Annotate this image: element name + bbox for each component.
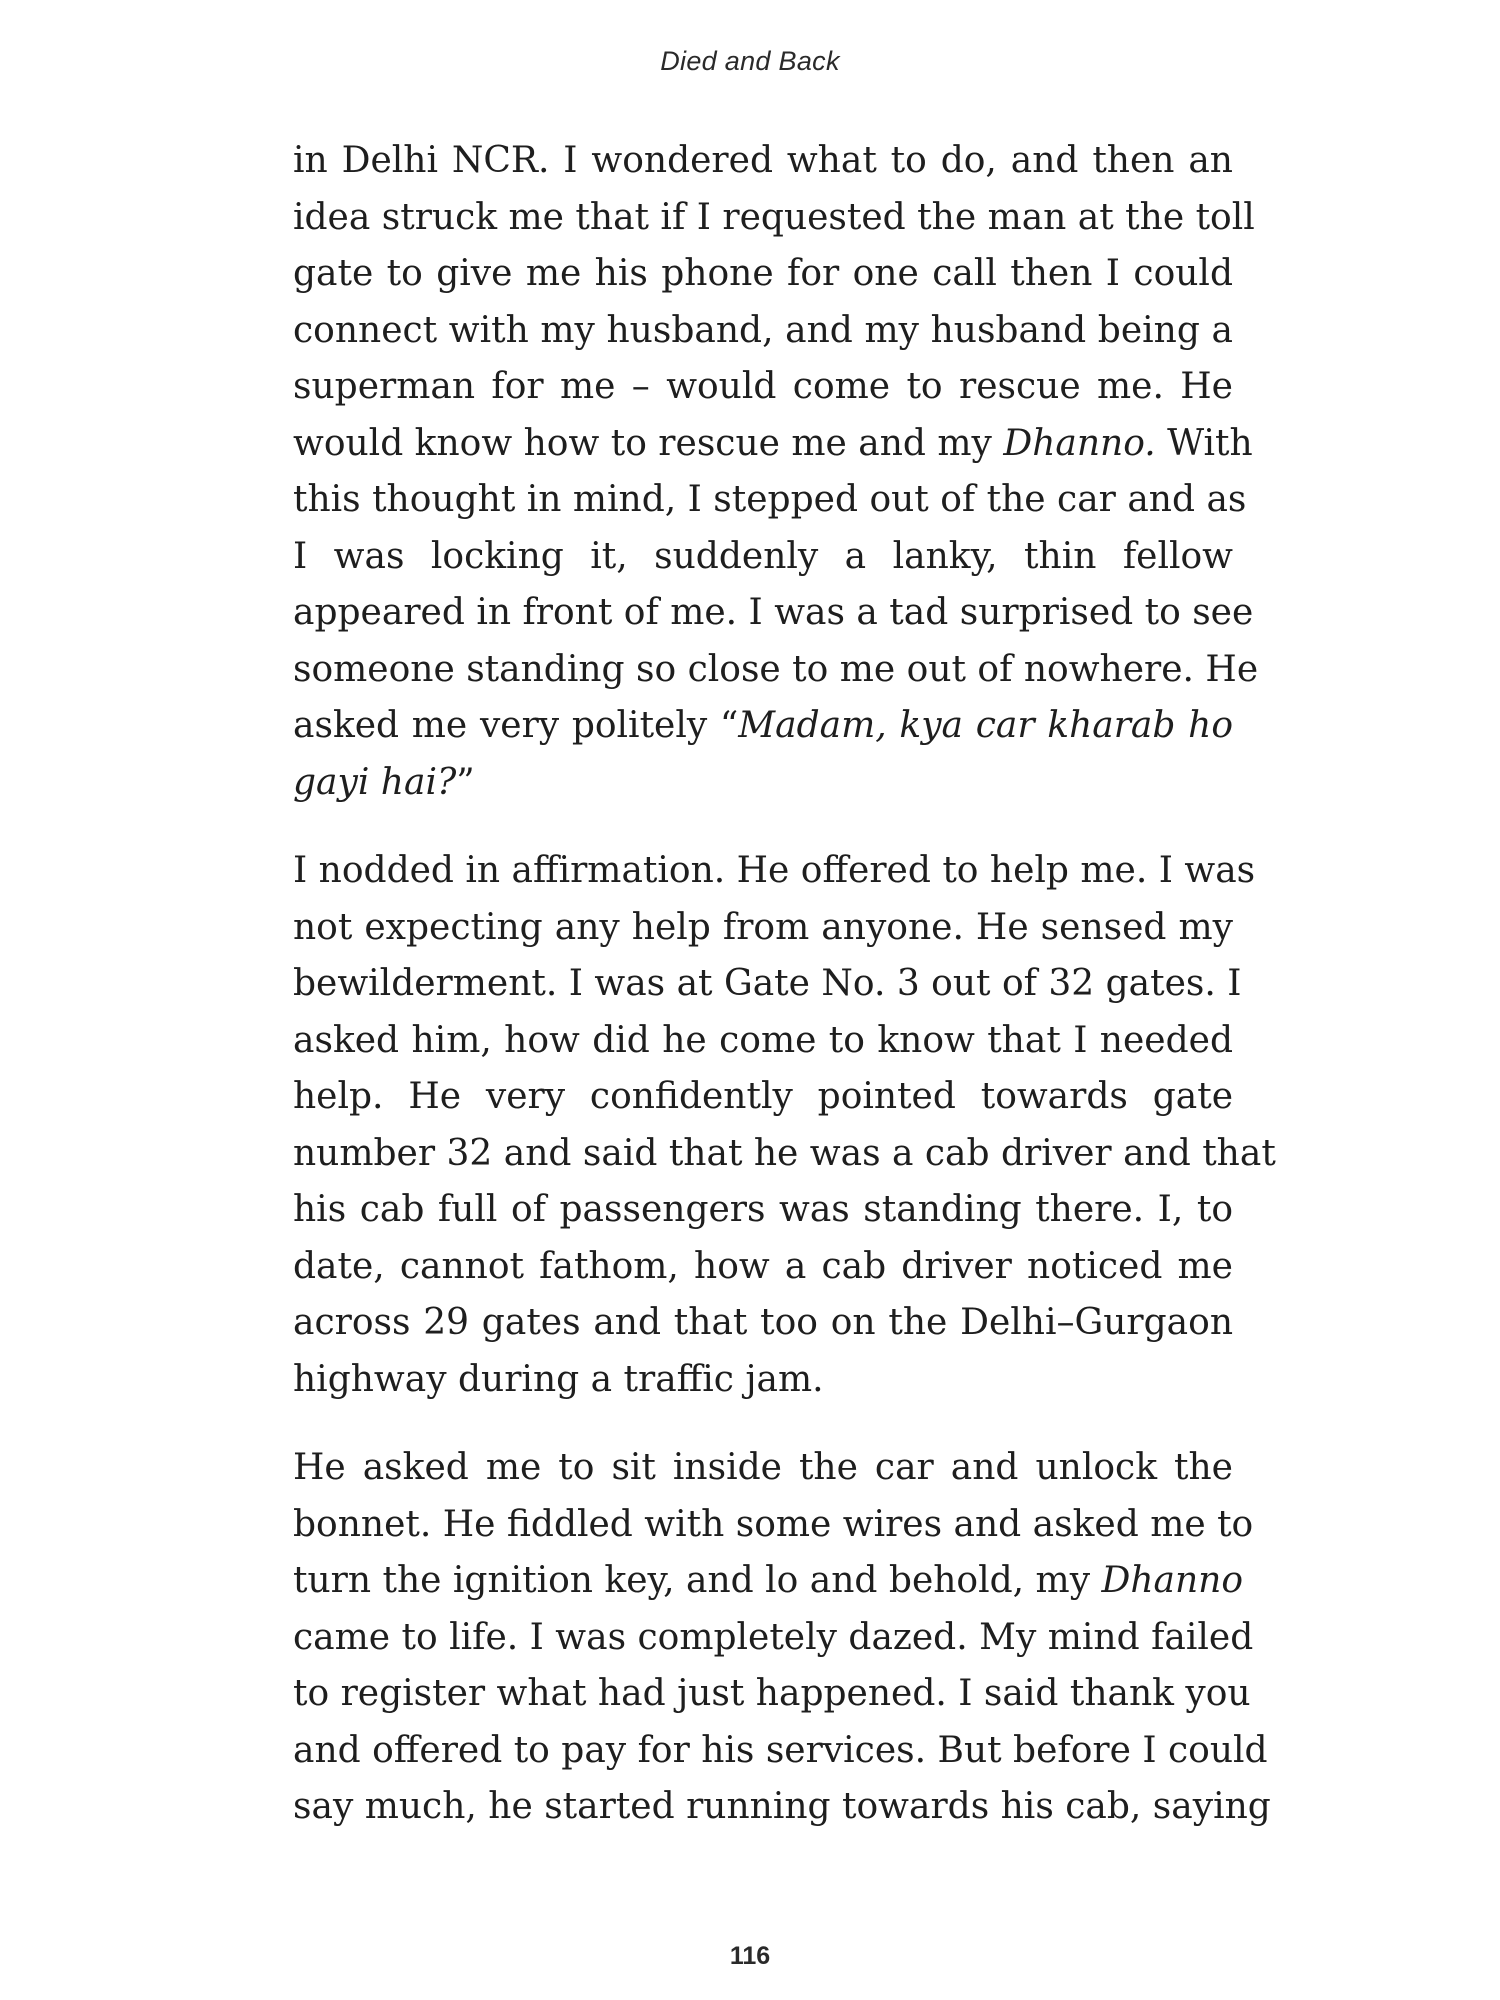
- text-run: ”: [456, 761, 475, 803]
- text-line: asked him, how did he come to know that I needed: [293, 1019, 1233, 1061]
- text-run: asked me very politely “: [293, 705, 739, 746]
- text-line: his cab full of passengers was standing there. I, to: [293, 1189, 1233, 1230]
- text-line: [293, 1553, 1244, 1610]
- text-line: say much, he started running towards his cab, saying: [293, 1786, 1271, 1827]
- paragraph: [293, 843, 1276, 1408]
- text-line: date, cannot fathom, how a cab driver noticed me: [293, 1245, 1233, 1287]
- text-line: to register what had just happened. I said thank you: [293, 1673, 1251, 1714]
- page-number: 116: [729, 1942, 771, 1970]
- text-line: someone standing so close to me out of nowhere. He: [293, 648, 1259, 690]
- text-line: connect with my husband, and my husband being a: [293, 309, 1233, 351]
- text-line: number 32 and said that he was a cab driver and that: [293, 1132, 1276, 1174]
- text-line: and offered to pay for his services. But before I could: [293, 1729, 1268, 1771]
- text-line: not expecting any help from anyone. He sensed my: [293, 906, 1233, 948]
- running-head-title: Died and Back: [660, 46, 840, 76]
- text-run: With: [1155, 422, 1253, 464]
- text-line: [293, 416, 1253, 473]
- text-line: across 29 gates and that too on the Delhi–Gurgaon: [293, 1302, 1233, 1343]
- italic-text-run: Dhanno: [1101, 1560, 1244, 1601]
- text-line: I nodded in affirmation. He offered to help me. I was: [293, 850, 1256, 891]
- italic-text-run: Madam, kya car kharab ho: [738, 705, 1233, 746]
- text-line: highway during a traffic jam.: [293, 1358, 824, 1400]
- text-line: this thought in mind, I stepped out of the car and as: [293, 479, 1247, 520]
- italic-text-run: gayi hai?: [293, 761, 457, 803]
- text-line: idea struck me that if I requested the man at the toll: [293, 196, 1255, 238]
- text-line: in Delhi NCR. I wondered what to do, and then an: [293, 140, 1233, 181]
- text-line: [293, 755, 1233, 812]
- text-run: would know how to rescue me and my: [293, 422, 1004, 464]
- text-line: superman for me – would come to rescue me. He: [293, 366, 1233, 407]
- text-line: bonnet. He fiddled with some wires and asked me to: [293, 1503, 1254, 1545]
- text-line: came to life. I was completely dazed. My mind failed: [293, 1616, 1254, 1658]
- text-line: appeared in front of me. I was a tad surprised to see: [293, 592, 1254, 633]
- text-line: He asked me to sit inside the car and unlock the: [293, 1447, 1233, 1488]
- text-line: I was locking it, suddenly a lanky, thin fellow: [293, 535, 1233, 577]
- paragraph: [293, 1440, 1271, 1836]
- paragraph: [293, 133, 1259, 811]
- text-line: help. He very confidently pointed towards gate: [293, 1076, 1233, 1117]
- text-line: [293, 698, 1233, 755]
- text-line: gate to give me his phone for one call then I could: [293, 253, 1233, 294]
- text-run: turn the ignition key, and lo and behold, my: [293, 1560, 1102, 1601]
- italic-text-run: Dhanno.: [1003, 422, 1156, 464]
- text-line: bewilderment. I was at Gate No. 3 out of 32 gates. I: [293, 963, 1242, 1004]
